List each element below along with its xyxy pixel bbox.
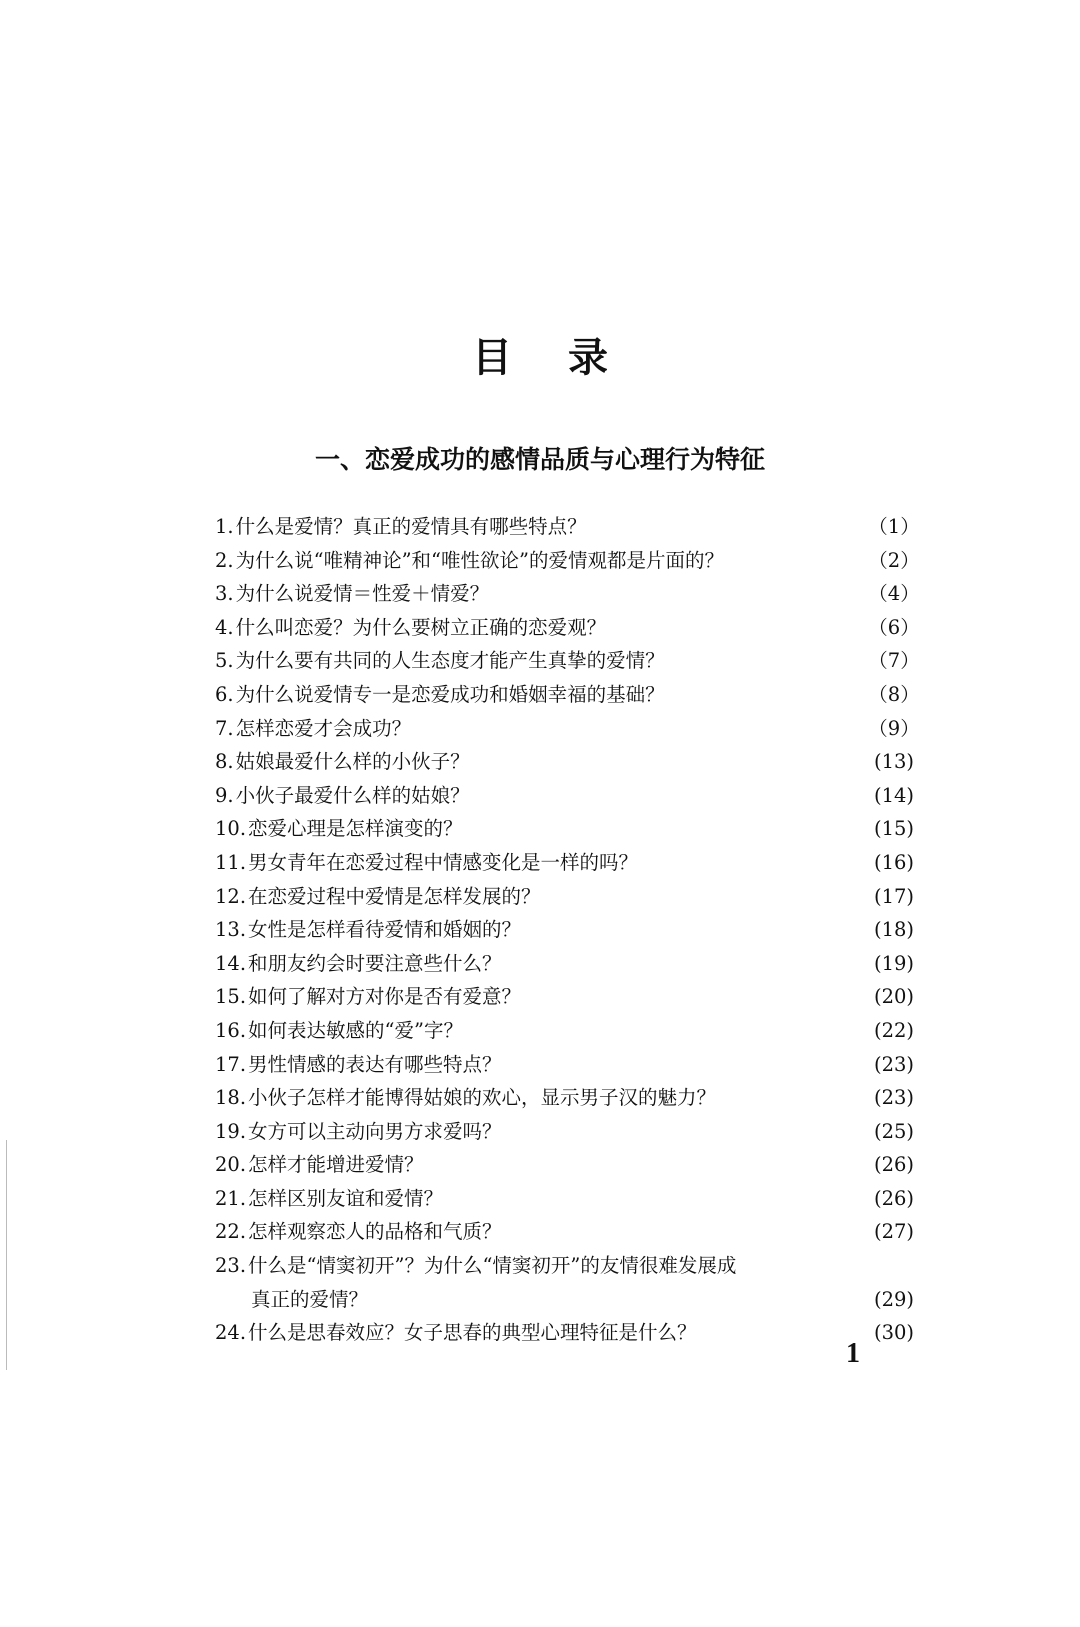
toc-entry-page: （9） bbox=[868, 716, 920, 740]
toc-entry-text: 小伙子怎样才能博得姑娘的欢心，显示男子汉的魅力？ bbox=[248, 1086, 717, 1110]
toc-entry-title bbox=[215, 544, 868, 578]
toc-entry bbox=[215, 812, 920, 846]
toc-entry-number: 15. bbox=[215, 985, 247, 1009]
section-heading: 一、恋爱成功的感情品质与心理行为特征 bbox=[314, 445, 765, 474]
toc-entry-number: 24. bbox=[215, 1321, 247, 1345]
toc-entry-text: 为什么要有共同的人生态度才能产生真挚的爱情？ bbox=[235, 649, 665, 673]
table-of-contents bbox=[215, 510, 920, 1350]
toc-entry-text: 姑娘最爱什么样的小伙子？ bbox=[235, 750, 470, 774]
toc-entry-number: 4. bbox=[215, 615, 234, 639]
toc-entry-number: 2. bbox=[215, 548, 234, 572]
toc-entry bbox=[215, 510, 920, 544]
toc-entry-number: 1. bbox=[215, 515, 234, 538]
toc-entry-page: (20) bbox=[873, 985, 915, 1009]
toc-entry-number: 9. bbox=[215, 783, 234, 807]
toc-entry-page: (26) bbox=[873, 1153, 915, 1177]
toc-entry-number: 3. bbox=[215, 582, 234, 606]
toc-entry-text: 为什么说爱情专一是恋爱成功和婚姻幸福的基础？ bbox=[235, 682, 665, 706]
toc-entry-number: 21. bbox=[215, 1186, 247, 1210]
toc-entry bbox=[215, 1081, 920, 1115]
toc-entry-text: 怎样才能增进爱情？ bbox=[248, 1153, 424, 1177]
toc-entry-text-continuation: 真正的爱情？ bbox=[251, 1287, 369, 1311]
toc-entry-number: 16. bbox=[215, 1018, 247, 1042]
toc-entry-page: (27) bbox=[873, 1220, 915, 1244]
toc-entry-title bbox=[215, 510, 868, 544]
toc-entry bbox=[215, 1014, 920, 1048]
toc-entry-page: (17) bbox=[873, 884, 915, 908]
toc-entry-title bbox=[215, 1081, 868, 1115]
toc-entry bbox=[215, 880, 920, 914]
toc-entry-page: (15) bbox=[873, 817, 915, 841]
toc-entry-title bbox=[215, 577, 868, 611]
toc-entry-page: (13) bbox=[873, 750, 915, 774]
toc-entry bbox=[215, 1115, 920, 1149]
toc-entry bbox=[215, 577, 920, 611]
toc-entry-title bbox=[215, 1215, 868, 1249]
toc-entry-page: (18) bbox=[873, 918, 915, 942]
toc-entry-number: 14. bbox=[215, 951, 247, 975]
toc-entry-number: 12. bbox=[215, 884, 247, 908]
toc-entry-number: 20. bbox=[215, 1153, 247, 1177]
toc-entry bbox=[215, 779, 920, 813]
toc-entry bbox=[215, 678, 920, 712]
toc-entry-page: （2） bbox=[868, 548, 920, 572]
toc-entry-text: 和朋友约会时要注意些什么？ bbox=[248, 951, 502, 975]
toc-entry-title bbox=[215, 678, 868, 712]
toc-entry-number: 7. bbox=[215, 716, 234, 740]
toc-entry bbox=[215, 644, 920, 678]
toc-entry-title bbox=[215, 1182, 868, 1216]
toc-entry bbox=[215, 1316, 920, 1350]
toc-entry-page: （4） bbox=[868, 582, 920, 606]
toc-entry-number: 19. bbox=[215, 1119, 247, 1143]
toc-entry-page: (14) bbox=[873, 783, 915, 807]
toc-entry-number: 18. bbox=[215, 1086, 247, 1110]
toc-entry-title bbox=[215, 1148, 868, 1182]
toc-entry-title bbox=[215, 1014, 868, 1048]
toc-entry-text: 女方可以主动向男方求爱吗？ bbox=[248, 1119, 502, 1143]
toc-entry-title bbox=[215, 1115, 868, 1149]
toc-entry-title bbox=[215, 947, 868, 981]
page-title: 目录 bbox=[472, 334, 664, 381]
scan-edge-mark bbox=[6, 1140, 7, 1370]
toc-entry-number: 17. bbox=[215, 1052, 247, 1076]
toc-entry bbox=[215, 947, 920, 981]
toc-entry-text: 为什么说“唯精神论”和“唯性欲论”的爱情观都是片面的？ bbox=[235, 548, 724, 572]
toc-entry-title bbox=[215, 1316, 868, 1350]
toc-entry-page: (16) bbox=[873, 850, 915, 874]
toc-entry-title bbox=[215, 1048, 868, 1082]
toc-entry bbox=[215, 1148, 920, 1182]
toc-entry-number: 22. bbox=[215, 1220, 247, 1244]
toc-entry-text: 在恋爱过程中爱情是怎样发展的？ bbox=[248, 884, 541, 908]
toc-entry-text: 男女青年在恋爱过程中情感变化是一样的吗？ bbox=[248, 850, 639, 874]
toc-entry bbox=[215, 980, 920, 1014]
toc-entry-title bbox=[215, 644, 868, 678]
toc-entry-text: 怎样观察恋人的品格和气质？ bbox=[248, 1220, 502, 1244]
toc-entry-title bbox=[215, 1249, 868, 1316]
toc-entry-title bbox=[215, 846, 868, 880]
toc-entry-number: 13. bbox=[215, 918, 247, 942]
toc-entry-title bbox=[215, 712, 868, 746]
toc-entry-title bbox=[215, 779, 868, 813]
toc-entry-number: 5. bbox=[215, 649, 234, 673]
toc-entry-page: (22) bbox=[873, 1018, 915, 1042]
toc-entry-page: （8） bbox=[868, 682, 920, 706]
toc-entry bbox=[215, 1048, 920, 1082]
toc-entry-page: （6） bbox=[868, 615, 920, 639]
toc-entry-number: 11. bbox=[215, 850, 247, 874]
toc-entry-number: 8. bbox=[215, 750, 234, 774]
toc-entry-number: 6. bbox=[215, 682, 234, 706]
toc-entry-page: (23) bbox=[873, 1086, 915, 1110]
toc-entry-number: 10. bbox=[215, 817, 247, 841]
toc-entry bbox=[215, 913, 920, 947]
toc-entry-page: (23) bbox=[873, 1052, 915, 1076]
toc-entry bbox=[215, 1182, 920, 1216]
toc-entry-text: 如何了解对方对你是否有爱意？ bbox=[248, 985, 522, 1009]
page-number: 1 bbox=[846, 1338, 860, 1369]
toc-entry bbox=[215, 1215, 920, 1249]
toc-entry-text: 如何表达敏感的“爱”字？ bbox=[248, 1018, 463, 1042]
toc-entry-title bbox=[215, 745, 868, 779]
toc-entry-page: (19) bbox=[873, 951, 915, 975]
toc-entry-title bbox=[215, 611, 868, 645]
toc-entry-text: 什么是“情窦初开”？为什么“情窦初开”的友情很难发展成 bbox=[248, 1254, 737, 1278]
toc-entry-title bbox=[215, 880, 868, 914]
toc-entry-text: 怎样恋爱才会成功？ bbox=[235, 716, 412, 740]
toc-entry bbox=[215, 1249, 920, 1316]
toc-entry-title bbox=[215, 913, 868, 947]
toc-entry bbox=[215, 544, 920, 578]
toc-entry bbox=[215, 846, 920, 880]
toc-entry-page: (26) bbox=[873, 1186, 915, 1210]
toc-entry-text: 恋爱心理是怎样演变的？ bbox=[248, 817, 463, 841]
toc-entry-page: （7） bbox=[868, 649, 920, 673]
toc-entry-text: 怎样区别友谊和爱情？ bbox=[248, 1186, 444, 1210]
toc-entry-page: (30) bbox=[873, 1321, 915, 1345]
toc-entry-text: 女性是怎样看待爱情和婚姻的？ bbox=[248, 918, 522, 942]
toc-entry bbox=[215, 712, 920, 746]
toc-entry-page: (29) bbox=[873, 1287, 915, 1311]
toc-entry-title bbox=[215, 812, 868, 846]
toc-entry bbox=[215, 745, 920, 779]
toc-entry-text: 什么叫恋爱？为什么要树立正确的恋爱观？ bbox=[235, 615, 607, 639]
toc-entry-number: 23. bbox=[215, 1254, 247, 1278]
toc-entry bbox=[215, 611, 920, 645]
toc-entry-text: 什么是爱情？真正的爱情具有哪些特点？ bbox=[235, 515, 587, 538]
toc-entry-title bbox=[215, 980, 868, 1014]
toc-entry-text: 男性情感的表达有哪些特点？ bbox=[248, 1052, 502, 1076]
toc-entry-page: （1） bbox=[868, 515, 920, 538]
toc-entry-text: 小伙子最爱什么样的姑娘？ bbox=[235, 783, 470, 807]
toc-entry-text: 什么是思春效应？女子思春的典型心理特征是什么？ bbox=[248, 1321, 697, 1345]
toc-entry-page: (25) bbox=[873, 1119, 915, 1143]
toc-entry-text: 为什么说爱情＝性爱＋情爱？ bbox=[235, 582, 490, 606]
